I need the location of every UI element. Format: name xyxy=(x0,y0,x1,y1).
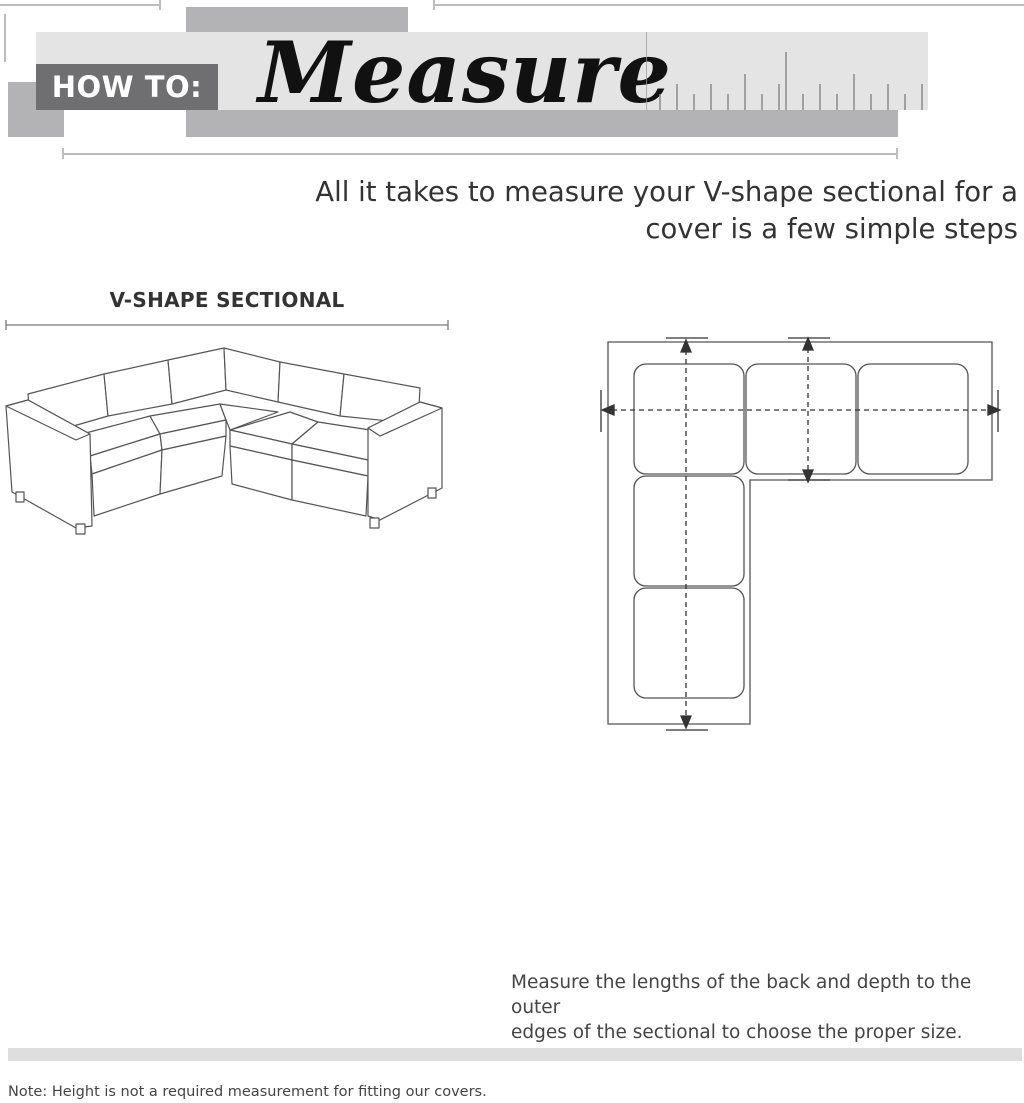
sofa-leg-1 xyxy=(16,492,24,502)
back-cushion-3 xyxy=(168,348,226,404)
sofa-leg-4 xyxy=(428,488,436,498)
footer-note: Note: Height is not a required measurement for fitting our covers. xyxy=(8,1084,487,1100)
banner-guide-line-top-right-tick xyxy=(433,0,435,10)
banner-guide-line-top-left xyxy=(0,4,160,6)
banner-guide-line-bottom-tick-right xyxy=(896,148,898,159)
cushion-back-3 xyxy=(858,364,968,474)
banner-guide-line-bottom xyxy=(62,153,898,155)
instruction-line-2: edges of the sectional to choose the proper size. xyxy=(511,1022,963,1043)
intro-text xyxy=(298,174,1018,248)
measuring-instruction xyxy=(511,970,1021,1045)
banner-guide-line-left-vertical xyxy=(4,14,6,62)
intro-line-1: All it takes to measure your V-shape sectional for a xyxy=(315,176,1018,208)
how-to-label: HOW TO: xyxy=(36,64,218,110)
sofa-leg-3 xyxy=(370,518,379,528)
cushion-back-1 xyxy=(634,364,744,474)
banner-guide-line-top-right xyxy=(434,4,1024,6)
ruler-graphic xyxy=(646,32,928,110)
back-cushion-4 xyxy=(224,348,280,402)
sofa-leg-2 xyxy=(76,524,85,534)
cushion-back-2 xyxy=(746,364,856,474)
cushion-side-2 xyxy=(634,588,744,698)
banner-guide-line-bottom-tick-left xyxy=(62,148,64,159)
back-cushion-2 xyxy=(104,360,172,416)
banner-guide-line-top-left-tick xyxy=(159,0,161,10)
instruction-line-1: Measure the lengths of the back and depth to the outer xyxy=(511,972,972,1018)
cushion-side-1 xyxy=(634,476,744,586)
back-cushion-5 xyxy=(278,362,344,416)
width-dimension-line xyxy=(6,320,448,330)
footer-divider-bar xyxy=(8,1048,1022,1061)
page-title: Measure xyxy=(258,23,672,122)
sofa-illustration xyxy=(0,316,450,546)
sectional-top-view-diagram xyxy=(594,330,1004,735)
sectional-heading: V-SHAPE SECTIONAL xyxy=(109,288,345,312)
intro-line-2: cover is a few simple steps xyxy=(645,213,1018,245)
